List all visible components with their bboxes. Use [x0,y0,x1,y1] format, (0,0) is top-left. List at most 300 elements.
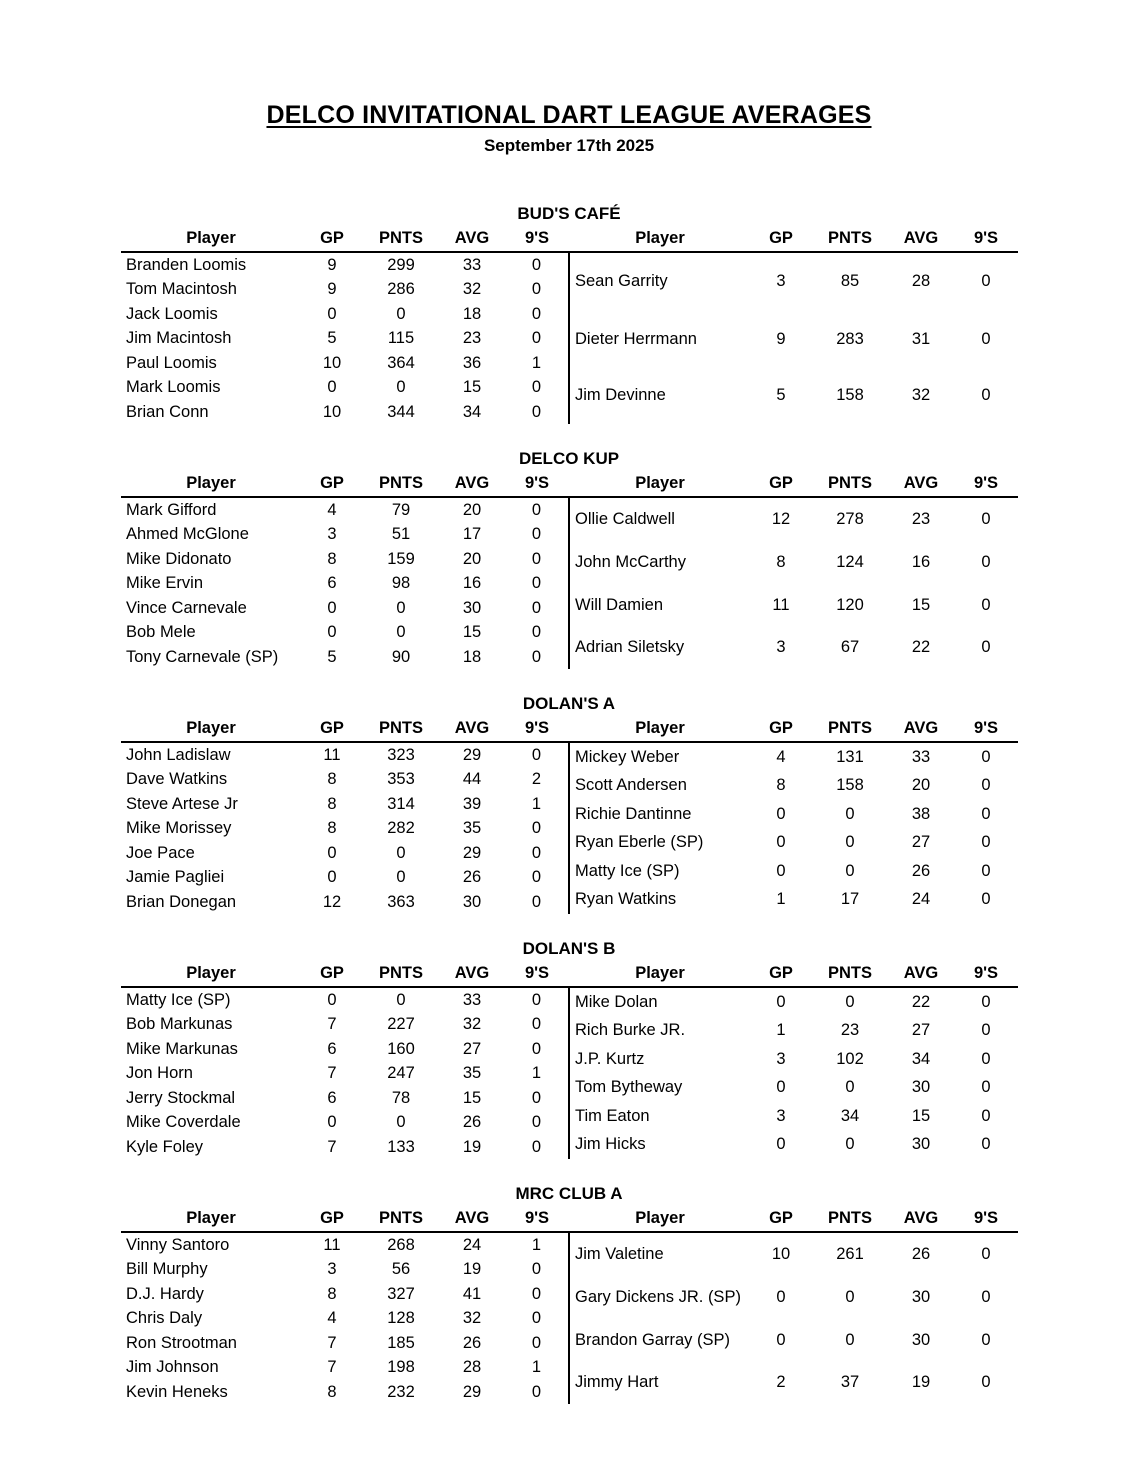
stat-cell-avg: 33 [462,990,482,1009]
stat-cell-gp: 8 [327,1382,337,1401]
player-row [121,596,569,621]
stat-cell-nines: 0 [505,571,569,596]
stats-table-right [570,226,1018,424]
column-header-pnts: PNTS [363,471,439,497]
stat-cell-nines: 0 [505,252,569,278]
stat-cell-avg: 26 [462,1333,482,1352]
player-row [570,311,1018,368]
stat-cell-gp: 3 [327,1260,337,1278]
stat-cell-gp: 7 [327,1015,337,1033]
stat-cell-nines: 0 [981,272,991,291]
column-header-nines: 9'S [954,961,1018,987]
player-row [121,400,569,425]
player-name-cell: Jon Horn [126,1064,193,1082]
player-row [121,1355,569,1380]
stat-cell-nines: 0 [981,1373,991,1392]
stat-cell-nines: 0 [505,1086,569,1111]
stat-cell-nines: 0 [505,302,569,327]
stat-cell-nines: 0 [981,747,991,766]
player-name-cell: J.P. Kurtz [575,1049,645,1068]
stat-cell-gp: 0 [776,1078,786,1097]
column-header-nines: 9'S [954,471,1018,497]
player-name-cell: Mike Ervin [126,574,204,592]
column-header-pnts: PNTS [812,961,888,987]
player-name-cell: Mark Gifford [126,500,217,519]
stat-cell-pnts: 102 [836,1049,864,1068]
stat-cell-nines: 0 [505,645,569,670]
player-row [570,497,1018,541]
player-row [121,252,569,278]
player-name-cell: Mike Coverdale [126,1113,241,1131]
stat-cell-pnts: 0 [396,304,406,323]
player-name-cell: Mark Loomis [126,378,221,396]
player-row [121,1257,569,1282]
column-header-nines: 9'S [505,716,569,742]
team-tables [121,226,1017,424]
stat-cell-avg: 23 [462,329,482,347]
stat-cell-nines: 0 [981,595,991,614]
player-name-cell: Paul Loomis [126,353,217,372]
stat-cell-avg: 31 [911,329,931,348]
stat-cell-gp: 3 [327,525,337,543]
column-header-gp: GP [750,226,812,252]
stat-cell-nines: 0 [505,841,569,866]
stat-cell-avg: 35 [462,819,482,837]
player-name-cell: Vinny Santoro [126,1235,230,1254]
column-header-gp: GP [301,471,363,497]
stat-cell-gp: 9 [327,255,337,274]
stat-cell-nines: 0 [505,400,569,425]
header-row [570,961,1018,987]
stat-cell-avg: 35 [462,1064,482,1082]
stat-cell-gp: 0 [776,992,786,1011]
header-row [570,716,1018,742]
stat-cell-pnts: 0 [845,833,855,852]
player-name-cell: Brian Donegan [126,892,237,911]
column-header-nines: 9'S [505,471,569,497]
stat-cell-pnts: 227 [387,1015,415,1033]
player-row [121,302,569,327]
stat-cell-nines: 1 [505,1061,569,1086]
player-name-cell: Tom Bytheway [575,1078,683,1097]
stat-cell-pnts: 0 [396,990,406,1009]
stat-cell-nines: 0 [981,1244,991,1263]
player-row [570,1130,1018,1159]
header-row [121,716,569,742]
player-row [570,1073,1018,1102]
stat-cell-avg: 16 [911,553,931,572]
column-header-player: Player [570,1206,750,1232]
page-subtitle: September 17th 2025 [483,136,655,155]
column-header-avg: AVG [439,1206,505,1232]
stat-cell-gp: 3 [776,638,786,657]
player-name-cell: Mike Markunas [126,1039,238,1058]
stat-cell-gp: 12 [771,509,791,528]
stat-cell-avg: 32 [911,386,931,405]
sections-container [121,202,1017,1404]
player-row [570,626,1018,669]
stat-cell-nines: 1 [505,792,569,817]
player-name-cell: Brian Conn [126,402,209,421]
stat-cell-avg: 24 [911,890,931,909]
stat-cell-avg: 22 [911,992,931,1011]
stat-cell-gp: 7 [327,1358,337,1376]
stat-cell-avg: 30 [911,1078,931,1097]
player-name-cell: Dave Watkins [126,770,228,788]
team-section [121,447,1017,669]
player-row [121,277,569,302]
stat-cell-pnts: 90 [391,647,411,666]
stat-cell-pnts: 0 [396,623,406,641]
stat-cell-gp: 8 [327,794,337,813]
stat-cell-pnts: 67 [840,638,860,657]
stat-cell-pnts: 124 [836,553,864,572]
stat-cell-pnts: 0 [845,1135,855,1154]
stat-cell-avg: 17 [462,525,482,543]
stat-cell-pnts: 115 [387,329,415,347]
stat-cell-pnts: 79 [391,500,411,519]
player-row [570,1361,1018,1404]
stat-cell-gp: 6 [327,1039,337,1058]
header-row [121,961,569,987]
player-name-cell: Matty Ice (SP) [126,990,231,1009]
stat-cell-nines: 0 [981,1049,991,1068]
stat-cell-gp: 2 [776,1373,786,1392]
stat-cell-avg: 44 [462,770,482,788]
stat-cell-avg: 30 [462,892,482,911]
stat-cell-nines: 0 [505,1135,569,1160]
stat-cell-gp: 0 [327,623,337,641]
player-name-cell: Kyle Foley [126,1137,204,1156]
column-header-nines: 9'S [954,716,1018,742]
player-name-cell: Jim Hicks [575,1135,646,1154]
stat-cell-gp: 1 [776,1021,786,1040]
stat-cell-pnts: 34 [840,1106,860,1125]
player-name-cell: Ryan Eberle (SP) [575,833,704,852]
team-tables [121,961,1017,1159]
stat-cell-pnts: 314 [387,794,415,813]
column-header-avg: AVG [888,716,954,742]
stat-cell-pnts: 268 [387,1235,415,1254]
player-row [570,771,1018,800]
stat-cell-avg: 38 [911,804,931,823]
player-name-cell: Matty Ice (SP) [575,861,680,880]
stat-cell-gp: 8 [776,776,786,795]
player-row [570,1102,1018,1131]
player-row [121,1135,569,1160]
player-row [570,1045,1018,1074]
header-row [570,1206,1018,1232]
stat-cell-gp: 1 [776,890,786,909]
stat-cell-pnts: 0 [396,1113,406,1131]
player-name-cell: Ollie Caldwell [575,509,675,528]
stat-cell-pnts: 323 [387,745,415,764]
column-header-player: Player [121,716,301,742]
stat-cell-gp: 7 [327,1064,337,1082]
player-row [121,497,569,523]
team-section [121,202,1017,424]
stat-cell-nines: 0 [505,375,569,400]
player-name-cell: Mike Dolan [575,992,658,1011]
stat-cell-pnts: 56 [391,1260,411,1278]
stat-cell-gp: 8 [776,553,786,572]
stat-cell-avg: 34 [911,1049,931,1068]
column-header-player: Player [570,471,750,497]
player-name-cell: Brandon Garray (SP) [575,1330,730,1349]
stat-cell-gp: 10 [771,1244,791,1263]
column-header-pnts: PNTS [812,1206,888,1232]
player-name-cell: Bill Murphy [126,1260,208,1278]
stats-table-left [121,961,570,1159]
stat-cell-pnts: 327 [387,1284,415,1303]
stat-cell-avg: 23 [911,509,931,528]
column-header-avg: AVG [439,961,505,987]
stat-cell-avg: 34 [462,402,482,421]
player-name-cell: Scott Andersen [575,776,687,795]
player-name-cell: Dieter Herrmann [575,329,697,348]
stat-cell-avg: 15 [911,1106,931,1125]
stat-cell-pnts: 363 [387,892,415,911]
team-tables [121,716,1017,914]
player-row [121,792,569,817]
stat-cell-nines: 0 [505,1110,569,1135]
player-name-cell: Jack Loomis [126,304,218,323]
stat-cell-pnts: 299 [387,255,415,274]
column-header-nines: 9'S [954,1206,1018,1232]
stats-table-left [121,1206,570,1404]
header-row [121,471,569,497]
column-header-avg: AVG [888,471,954,497]
player-name-cell: Richie Dantinne [575,804,692,823]
stat-cell-gp: 8 [327,549,337,568]
stat-cell-avg: 29 [462,1382,482,1401]
stat-cell-nines: 0 [981,1288,991,1307]
stat-cell-nines: 0 [505,742,569,768]
stat-cell-nines: 0 [505,522,569,547]
header-row [121,226,569,252]
stat-cell-pnts: 283 [836,329,864,348]
stat-cell-avg: 30 [462,598,482,617]
stat-cell-avg: 30 [911,1330,931,1349]
player-row [121,1086,569,1111]
stat-cell-gp: 10 [322,402,342,421]
player-row [570,828,1018,857]
column-header-gp: GP [750,716,812,742]
stat-cell-avg: 36 [462,353,482,372]
stat-cell-avg: 26 [462,1113,482,1131]
column-header-avg: AVG [439,716,505,742]
player-row [121,890,569,915]
column-header-avg: AVG [888,961,954,987]
stat-cell-gp: 0 [776,833,786,852]
column-header-gp: GP [301,1206,363,1232]
stat-cell-gp: 4 [776,747,786,766]
stat-cell-avg: 32 [462,1309,482,1327]
stat-cell-gp: 7 [327,1137,337,1156]
stat-cell-gp: 0 [327,1113,337,1131]
stat-cell-pnts: 344 [387,402,415,421]
stat-cell-gp: 12 [322,892,342,911]
stat-cell-nines: 0 [981,890,991,909]
stat-cell-gp: 11 [323,745,341,764]
stat-cell-gp: 0 [327,598,337,617]
stat-cell-pnts: 286 [387,280,415,298]
player-row [570,252,1018,311]
stat-cell-pnts: 128 [387,1309,415,1327]
stat-cell-pnts: 37 [840,1373,860,1392]
player-name-cell: Kevin Heneks [126,1382,228,1401]
player-name-cell: Gary Dickens JR. (SP) [575,1288,741,1307]
player-row [121,816,569,841]
stat-cell-avg: 26 [911,861,931,880]
stat-cell-nines: 0 [981,329,991,348]
stat-cell-gp: 8 [327,819,337,837]
stat-cell-gp: 8 [327,1284,337,1303]
stat-cell-gp: 4 [327,1309,337,1327]
column-header-pnts: PNTS [363,716,439,742]
column-header-nines: 9'S [505,226,569,252]
stat-cell-nines: 0 [505,497,569,523]
player-row [570,584,1018,627]
stat-cell-nines: 2 [505,767,569,792]
stat-cell-pnts: 85 [840,272,860,291]
stat-cell-gp: 0 [327,843,337,862]
player-row [121,841,569,866]
team-title: BUD'S CAFÉ [517,204,621,223]
player-name-cell: Adrian Siletsky [575,638,685,657]
stat-cell-avg: 28 [462,1358,482,1376]
player-name-cell: Jim Valetine [575,1244,664,1263]
stat-cell-nines: 0 [505,1380,569,1405]
team-tables [121,471,1017,669]
player-name-cell: Will Damien [575,595,664,614]
player-row [121,571,569,596]
column-header-pnts: PNTS [812,226,888,252]
stat-cell-avg: 16 [462,574,482,592]
stat-cell-nines: 1 [505,1355,569,1380]
stat-cell-nines: 0 [505,1282,569,1307]
player-name-cell: Vince Carnevale [126,598,247,617]
stat-cell-avg: 15 [462,623,482,641]
stat-cell-avg: 15 [462,1088,482,1107]
player-name-cell: Jim Macintosh [126,329,232,347]
player-name-cell: Steve Artese Jr [126,794,238,813]
stat-cell-avg: 33 [911,747,931,766]
header-row [121,1206,569,1232]
stat-cell-pnts: 0 [845,1078,855,1097]
stat-cell-pnts: 261 [836,1244,864,1263]
stats-table-left [121,471,570,669]
stat-cell-avg: 18 [462,304,482,323]
stat-cell-gp: 4 [327,500,337,519]
player-row [121,987,569,1013]
stat-cell-avg: 32 [462,1015,482,1033]
stat-cell-nines: 0 [505,1331,569,1356]
player-name-cell: Ron Strootman [126,1333,237,1352]
stats-table-left [121,716,570,914]
stat-cell-nines: 0 [981,1078,991,1097]
header-row [570,471,1018,497]
stats-table-left [121,226,570,424]
player-name-cell: Tony Carnevale (SP) [126,647,279,666]
player-row [121,1380,569,1405]
stat-cell-avg: 27 [911,1021,931,1040]
stat-cell-pnts: 0 [845,861,855,880]
player-row [121,1331,569,1356]
stat-cell-pnts: 247 [387,1064,415,1082]
stat-cell-pnts: 0 [845,992,855,1011]
stat-cell-avg: 24 [462,1235,482,1254]
player-row [570,885,1018,914]
team-title: DELCO KUP [518,449,620,468]
stat-cell-avg: 28 [911,272,931,291]
team-section [121,692,1017,914]
team-title: MRC CLUB A [515,1184,623,1203]
stat-cell-pnts: 131 [836,747,864,766]
stat-cell-avg: 32 [462,280,482,298]
stat-cell-gp: 5 [327,647,337,666]
player-row [570,541,1018,584]
stat-cell-nines: 0 [981,1330,991,1349]
player-name-cell: Ryan Watkins [575,890,677,909]
stat-cell-pnts: 0 [396,598,406,617]
stat-cell-pnts: 0 [845,804,855,823]
player-name-cell: Bob Markunas [126,1015,233,1033]
player-row [570,1232,1018,1276]
stat-cell-nines: 0 [505,547,569,572]
player-name-cell: John Ladislaw [126,745,231,764]
column-header-player: Player [121,1206,301,1232]
stat-cell-pnts: 23 [840,1021,860,1040]
player-name-cell: Tim Eaton [575,1106,650,1125]
stat-cell-avg: 20 [462,500,482,519]
stat-cell-gp: 3 [776,272,786,291]
stat-cell-pnts: 0 [396,843,406,862]
stat-cell-pnts: 0 [845,1330,855,1349]
stat-cell-nines: 0 [981,861,991,880]
stat-cell-gp: 10 [322,353,342,372]
stat-cell-nines: 0 [505,1037,569,1062]
stat-cell-avg: 33 [462,255,482,274]
player-row [121,742,569,768]
stat-cell-gp: 9 [776,329,786,348]
column-header-avg: AVG [888,226,954,252]
stat-cell-avg: 26 [911,1244,931,1263]
column-header-player: Player [121,961,301,987]
stat-cell-pnts: 0 [396,868,406,886]
column-header-pnts: PNTS [812,716,888,742]
stat-cell-gp: 11 [772,595,790,614]
stat-cell-nines: 1 [505,1232,569,1258]
stat-cell-avg: 30 [911,1288,931,1307]
stat-cell-nines: 0 [505,1306,569,1331]
stat-cell-pnts: 0 [845,1288,855,1307]
player-row [121,767,569,792]
stat-cell-nines: 0 [981,1106,991,1125]
column-header-gp: GP [301,961,363,987]
player-name-cell: Bob Mele [126,623,196,641]
player-name-cell: Mike Didonato [126,549,232,568]
player-row [570,742,1018,772]
player-name-cell: Jamie Pagliei [126,868,225,886]
player-row [121,865,569,890]
stat-cell-nines: 0 [981,1021,991,1040]
stat-cell-nines: 0 [505,596,569,621]
player-row [121,620,569,645]
stat-cell-pnts: 364 [387,353,415,372]
stat-cell-pnts: 120 [836,595,864,614]
stat-cell-pnts: 51 [391,525,411,543]
